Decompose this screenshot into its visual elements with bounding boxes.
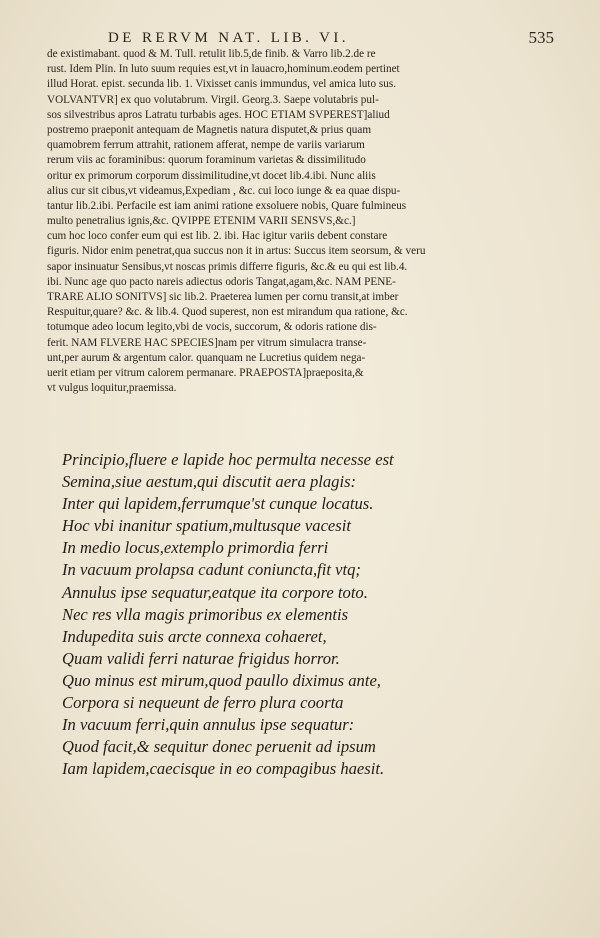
verse-line: Indupedita suis arcte connexa cohaeret, xyxy=(62,626,327,646)
commentary-line: ibi. Nunc age quo pacto nareis adiectus odoris Tangat,agam,&c. NAM PENE- xyxy=(47,275,396,288)
verse-line: Annulus ipse sequatur,eatque ita corpore toto. xyxy=(62,582,368,602)
commentary-line: TRARE ALIO SONITVS] sic lib.2. Praeterea lumen per cornu transit,at imber xyxy=(47,291,399,303)
verse-line: Inter qui lapidem,ferrumque'st cunque locatus. xyxy=(62,494,374,514)
verse-line: In vacuum prolapsa cadunt coniuncta,fit vtq; xyxy=(62,560,361,580)
commentary-line: sapor insinuatur Sensibus,vt noscas primis differre figuris, &c.& eu qui est lib.4. xyxy=(47,260,408,273)
verse-line: Quo minus est mirum,quod paullo diximus ante, xyxy=(62,670,381,690)
commentary-line: postremo praeponit antequam de Magnetis natura disputet,& prius quam xyxy=(47,123,372,136)
commentary-line: sos silvestribus apros Latratu turbabis ages. HOC ETIAM SVPEREST]aliud xyxy=(47,108,390,121)
verse-block xyxy=(62,449,562,780)
commentary-line: de existimabant. quod & M. Tull. retulit lib.5,de finib. & Varro lib.2.de re xyxy=(47,48,376,60)
commentary-block xyxy=(47,47,559,396)
commentary-line: VOLVANTVR] ex quo volutabrum. Virgil. Georg.3. Saepe volutabris pul- xyxy=(47,93,379,106)
verse-line: Quam validi ferri naturae frigidus horror. xyxy=(62,648,340,668)
running-title: DE RERVM NAT. LIB. VI. xyxy=(108,30,349,46)
commentary-line: illud Horat. epist. secunda lib. 1. Vixisset canis immundus, vel amica luto sus. xyxy=(47,78,396,91)
commentary-line: figuris. Nidor enim penetrat,qua succus non it in artus: Succus item seorsum, & veru xyxy=(47,245,426,258)
commentary-line: multo penetralius ignis,&c. QVIPPE ETENIM VARII SENSVS,&c.] xyxy=(47,215,356,228)
commentary-line: cum hoc loco confer eum qui est lib. 2. ibi. Hac igitur variis debent constare xyxy=(47,230,388,243)
commentary-line: ferit. NAM FLVERE HAC SPECIES]nam per vitrum simulacra transe- xyxy=(47,336,367,349)
verse-line: Nec res vlla magis primoribus ex elementis xyxy=(62,604,349,624)
verse-line: Quod facit,& sequitur donec peruenit ad ipsum xyxy=(62,737,376,757)
verse-line: Corpora si nequeunt de ferro plura coorta xyxy=(62,693,344,713)
verse-line: Iam lapidem,caecisque in eo compagibus haesit. xyxy=(62,759,385,779)
commentary-line: vt vulgus loquitur,praemissa. xyxy=(47,382,177,395)
page-number: 535 xyxy=(528,28,554,47)
verse-line: In medio locus,extemplo primordia ferri xyxy=(62,538,329,558)
commentary-line: tantur lib.2.ibi. Perfacile est iam animi ratione exsoluere nobis, Quare fulmineus xyxy=(47,199,407,212)
verse-line: Semina,siue aestum,qui discutit aera plagis: xyxy=(62,472,357,492)
verse-line: Hoc vbi inanitur spatium,multusque vacesit xyxy=(62,516,351,536)
commentary-line: uerit etiam per vitrum calorem permanare. PRAEPOSTA]praeposita,& xyxy=(47,366,364,379)
commentary-line: quamobrem ferrum attrahit, rationem afferat, nempe de variis variarum xyxy=(47,139,365,152)
verse-line: Principio,fluere e lapide hoc permulta necesse est xyxy=(62,450,394,469)
commentary-line: rust. Idem Plin. In luto suum requies est,vt in lauacro,hominum.eodem pertinet xyxy=(47,63,400,76)
commentary-line: alius cur sit cibus,vt videamus,Expediam , &c. cui loco iunge & ea quae dispu- xyxy=(47,184,401,197)
commentary-line: Respuitur,quare? &c. & lib.4. Quod superest, non est mirandum qua ratione, &c. xyxy=(47,306,408,319)
commentary-line: unt,per aurum & argentum calor. quanquam ne Lucretius quidem nega- xyxy=(47,351,366,364)
commentary-line: oritur ex primorum corporum dissimilitudine,vt docet lib.4.ibi. Nunc aliis xyxy=(47,169,376,182)
commentary-line: rerum viis ac foraminibus: quorum foraminum varietas & dissimilitudo xyxy=(47,154,366,167)
commentary-line: totumque adeo locum legito,vbi de vocis, succorum, & odoris ratione dis- xyxy=(47,321,377,334)
verse-line: In vacuum ferri,quin annulus ipse sequatur: xyxy=(62,715,355,735)
